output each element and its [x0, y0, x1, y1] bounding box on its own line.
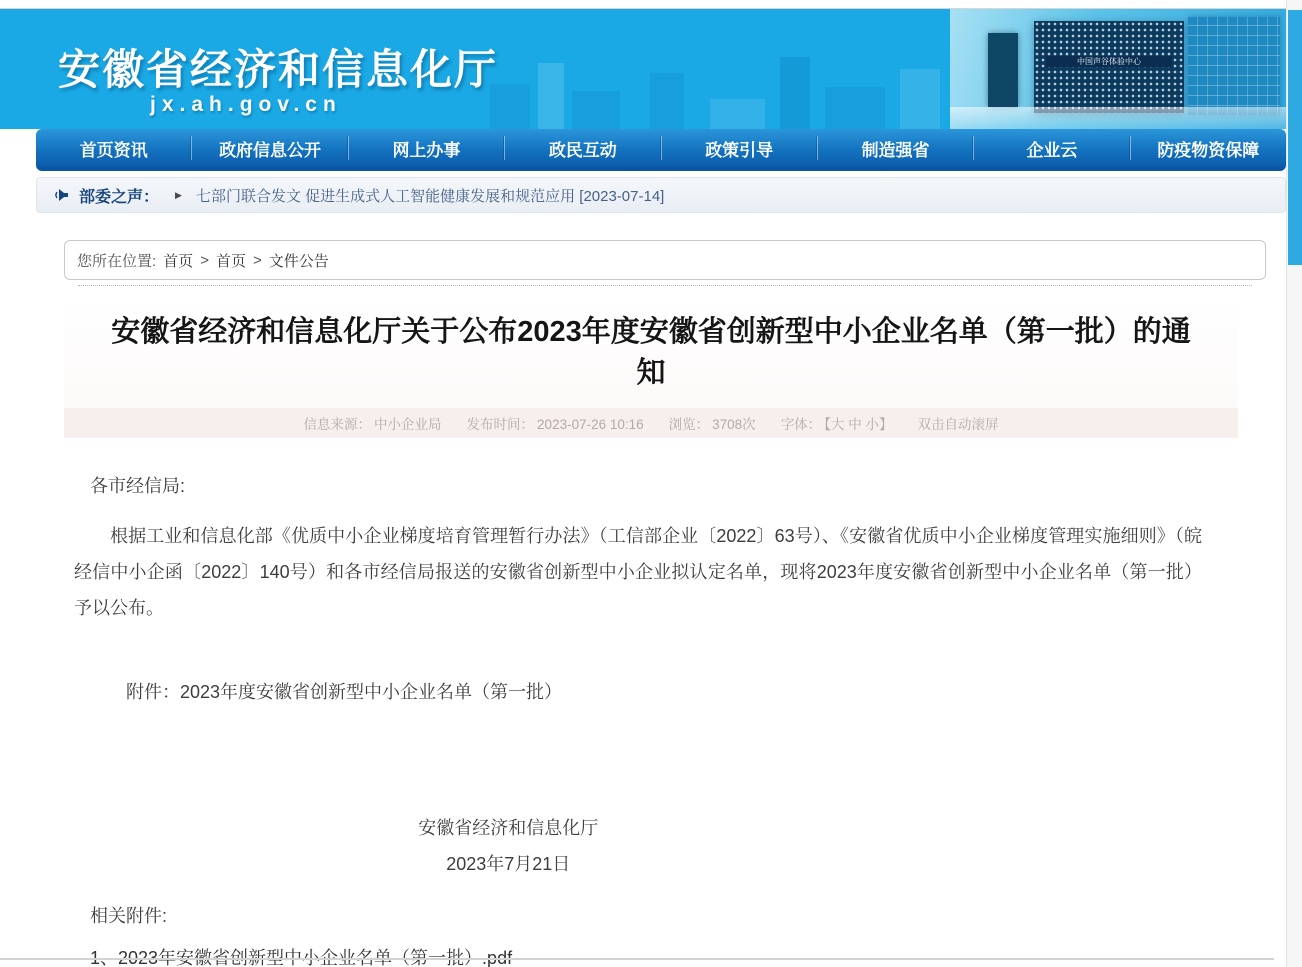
- attachment-line: 附件：2023年度安徽省创新型中小企业名单（第一批）: [126, 682, 563, 702]
- notice-paragraph: 根据工业和信息化部《优质中小企业梯度培育管理暂行办法》（工信部企业〔2022〕63号）、《安徽省优质中小企业梯度管理实施细则》（皖经信中小企函〔2022〕140号）和各市经信局报送的安徽省创新型中小企业拟认定名单，现将2023年度安徽省创新型中小企业名单（第一批）予以公布。: [74, 526, 1202, 618]
- nav-item-gov-info[interactable]: 政府信息公开: [219, 140, 322, 160]
- site-domain: jx.ah.gov.cn: [150, 93, 342, 116]
- photo-map-panel: [1188, 17, 1280, 115]
- dotted-divider: [78, 285, 1252, 286]
- meta-views: [669, 413, 759, 433]
- building-shape: [900, 69, 940, 129]
- nav-item-epidemic-supplies[interactable]: 防疫物资保障: [1157, 140, 1260, 160]
- meta-publish-time: [467, 413, 647, 433]
- meta-time-value: 2023-07-26 10:16: [537, 417, 644, 432]
- scrollbar-thumb[interactable]: [1288, 10, 1302, 265]
- play-arrow-icon: ▶: [175, 189, 182, 200]
- photo-led-wall: [1034, 21, 1184, 113]
- breadcrumb-separator: >: [200, 251, 209, 269]
- breadcrumb-item-file-notices[interactable]: 文件公告: [268, 252, 329, 270]
- sign-date: 2023年7月21日: [446, 854, 571, 874]
- scrollbar[interactable]: [1286, 0, 1302, 967]
- nav-item-policy-guidance[interactable]: 政策引导: [705, 140, 774, 160]
- autoscroll-hint: 双击自动滚屏: [917, 417, 999, 432]
- breadcrumb-prefix: 您所在位置:: [77, 252, 157, 270]
- font-size-options[interactable]: 【大 中 小】: [824, 417, 893, 432]
- main-nav: [36, 129, 1286, 171]
- building-shape: [825, 87, 885, 129]
- speaker-icon: [53, 187, 69, 203]
- article-body: [74, 438, 1202, 967]
- meta-views-value: 3708次: [712, 417, 756, 432]
- ticker-news-link[interactable]: 七部门联合发文 促进生成式人工智能健康发展和规范应用 [2023-07-14]: [195, 187, 665, 205]
- article-meta: [64, 408, 1238, 438]
- building-shape: [538, 63, 564, 129]
- top-strip: [0, 0, 1302, 9]
- meta-views-label: 浏览：: [668, 417, 710, 432]
- nav-item-home-news[interactable]: 首页资讯: [79, 140, 148, 160]
- article-title: 安徽省经济和信息化厅关于公布2023年度安徽省创新型中小企业名单（第一批）的通知: [111, 316, 1191, 389]
- page-bottom-divider: [0, 958, 1274, 960]
- building-shape: [572, 91, 620, 129]
- related-file-link[interactable]: 1、2023年安徽省创新型中小企业名单（第一批）.pdf: [90, 948, 513, 967]
- main-content: [36, 240, 1266, 967]
- site-header: [0, 9, 1302, 129]
- meta-font-size: [781, 413, 896, 433]
- building-shape: [490, 84, 530, 129]
- breadcrumb-separator: >: [252, 251, 262, 269]
- meta-source-label: 信息来源：: [303, 417, 372, 432]
- related-file-item: [74, 940, 1202, 967]
- header-photo: [950, 9, 1286, 129]
- breadcrumb-item-home[interactable]: 首页: [163, 252, 194, 270]
- related-attachments-label: 相关附件:: [90, 906, 168, 926]
- nav-item-enterprise-cloud[interactable]: 企业云: [1026, 140, 1078, 160]
- meta-time-label: 发布时间：: [466, 417, 535, 432]
- building-shape: [710, 99, 765, 129]
- building-shape: [650, 73, 684, 129]
- article: [36, 296, 1266, 967]
- signature-block: [74, 810, 943, 882]
- meta-source-value: 中小企业局: [374, 417, 442, 432]
- nav-item-public-interaction[interactable]: 政民互动: [548, 140, 617, 160]
- meta-source: [304, 413, 445, 433]
- ticker-bar: [36, 177, 1286, 213]
- building-shape: [780, 57, 810, 129]
- skyline-silhouette: [480, 49, 960, 129]
- photo-sign-text: 中国声谷体验中心: [1046, 56, 1172, 67]
- photo-floor-reflection: [950, 107, 1286, 129]
- breadcrumb-item-home-2[interactable]: 首页: [215, 252, 246, 270]
- salutation: 各市经信局:: [90, 476, 186, 496]
- article-head: [64, 296, 1238, 438]
- breadcrumb: [64, 240, 1266, 280]
- nav-item-manufacturing-province[interactable]: 制造强省: [861, 140, 930, 160]
- ticker-label: 部委之声：: [79, 188, 160, 206]
- meta-font-label: 字体：: [780, 417, 822, 432]
- photo-door-shape: [988, 33, 1018, 107]
- nav-item-online-services[interactable]: 网上办事: [392, 140, 461, 160]
- site-title[interactable]: 安徽省经济和信息化厅: [58, 46, 499, 93]
- signer: 安徽省经济和信息化厅: [418, 818, 599, 838]
